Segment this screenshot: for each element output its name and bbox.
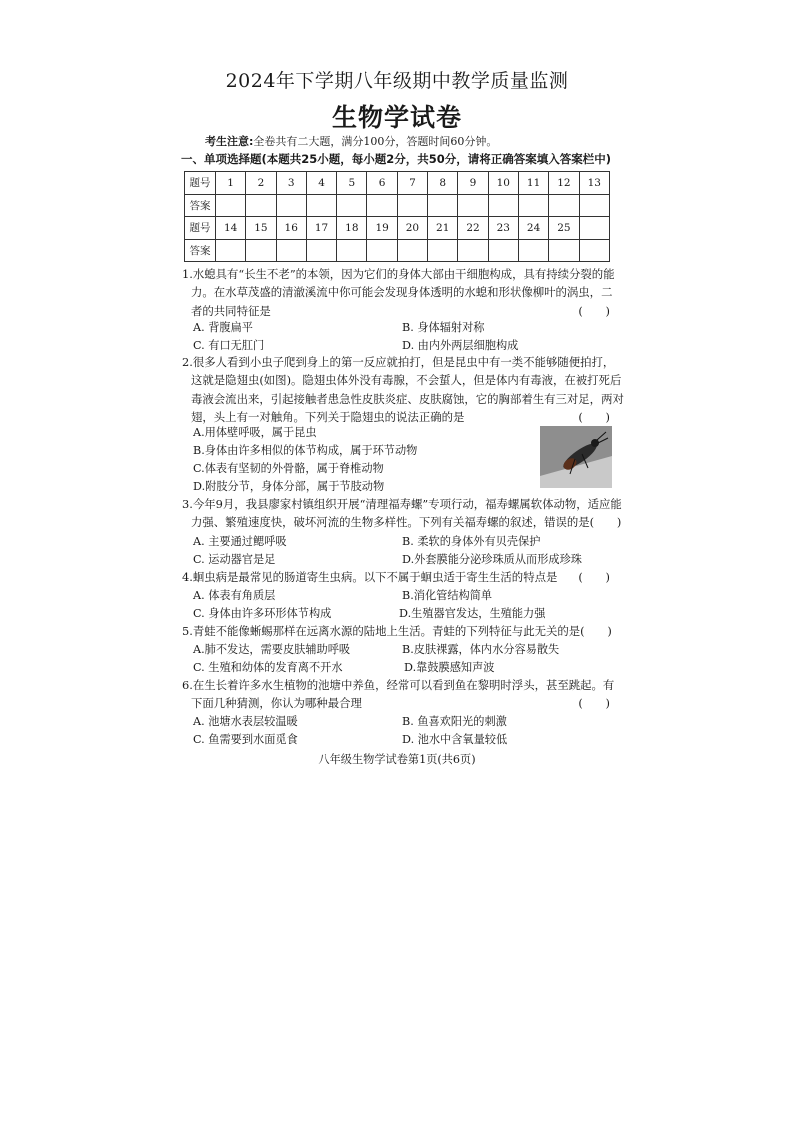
answer-cell[interactable]	[337, 239, 367, 262]
answer-cell[interactable]	[276, 194, 306, 217]
option-a: A.肺不发达，需要皮肤辅助呼吸	[193, 643, 351, 656]
question-stem: 者的共同特征是 ( )	[182, 302, 612, 320]
option-a: A. 体表有角质层	[193, 589, 276, 602]
question-stem: 力。在水草茂盛的清澈溪流中你可能会发现身体透明的水螅和形状像柳叶的涡虫，二	[191, 285, 613, 300]
header-cell: 题号	[185, 172, 216, 195]
page-footer: 八年级生物学试卷第1页(共6页)	[318, 753, 476, 766]
number-cell: 4	[306, 172, 336, 195]
number-cell: 25	[549, 217, 579, 240]
header-cell: 答案	[185, 194, 216, 217]
notice-label: 考生注意:	[205, 135, 254, 148]
answer-cell[interactable]	[306, 194, 336, 217]
answer-cell[interactable]	[518, 239, 548, 262]
header-cell: 题号	[185, 217, 216, 240]
question-stem: 下面几种猜测，你认为哪种最合理 ( )	[182, 694, 612, 712]
answer-bracket: ( )	[578, 570, 610, 584]
answer-table	[184, 171, 610, 262]
answer-cell[interactable]	[458, 194, 488, 217]
answer-cell[interactable]	[428, 239, 458, 262]
option-c: C. 生殖和幼体的发育离不开水	[193, 661, 343, 674]
option-d: D.附肢分节，身体分部，属于节肢动物	[193, 480, 385, 493]
answer-cell[interactable]	[579, 194, 609, 217]
number-cell: 6	[367, 172, 397, 195]
answer-bracket: ( )	[578, 696, 610, 711]
option-c: C. 鱼需要到水面觅食	[193, 733, 298, 746]
answer-cell[interactable]	[246, 239, 276, 262]
number-cell: 21	[428, 217, 458, 240]
number-cell: 20	[397, 217, 427, 240]
notice-text: 全卷共有二大题，满分100分，答题时间60分钟。	[253, 135, 498, 148]
option-b: B.消化管结构简单	[402, 589, 493, 602]
number-cell: 19	[367, 217, 397, 240]
option-c: C.体表有坚韧的外骨骼，属于脊椎动物	[193, 462, 384, 475]
question-stem: 这就是隐翅虫(如图)。隐翅虫体外没有毒腺，不会蜇人，但是体内有毒液，在被打死后	[191, 373, 622, 388]
answer-cell[interactable]	[458, 239, 488, 262]
answer-cell[interactable]	[397, 239, 427, 262]
option-c: C. 有口无肛门	[193, 339, 265, 352]
question-stem: 2.很多人看到小虫子爬到身上的第一反应就拍打，但是昆虫中有一类不能够随便拍打，	[182, 355, 615, 369]
option-a: A. 背腹扁平	[193, 321, 253, 334]
question-2	[182, 353, 624, 426]
number-cell: 5	[337, 172, 367, 195]
option-a: A.用体壁呼吸，属于昆虫	[193, 426, 317, 439]
answer-bracket: ( )	[578, 409, 610, 424]
number-cell: 13	[579, 172, 609, 195]
header-cell: 答案	[185, 239, 216, 262]
question-6	[182, 676, 615, 713]
question-stem: 4.蛔虫病是最常见的肠道寄生虫病。以下不属于蛔虫适于寄生生活的特点是 ( )	[182, 568, 612, 586]
table-row	[185, 194, 610, 217]
question-3	[182, 495, 622, 532]
number-cell: 15	[246, 217, 276, 240]
number-cell: 8	[428, 172, 458, 195]
paper-title: 生物学试卷	[331, 103, 462, 132]
question-stem: 5.青蛙不能像蜥蜴那样在远离水源的陆地上生活。青蛙的下列特征与此无关的是( )	[182, 624, 612, 638]
number-cell: 24	[518, 217, 548, 240]
option-b: B.身体由许多相似的体节构成，属于环节动物	[193, 444, 418, 457]
number-cell: 2	[246, 172, 276, 195]
section-title: 一、单项选择题(本题共25小题，每小题2分，共50分，请将正确答案填入答案栏中)	[181, 152, 612, 166]
number-cell: 22	[458, 217, 488, 240]
answer-cell[interactable]	[216, 239, 246, 262]
number-cell: 16	[276, 217, 306, 240]
option-b: B. 鱼喜欢阳光的刺激	[402, 715, 507, 728]
number-cell: 10	[488, 172, 518, 195]
option-b: B.皮肤裸露，体内水分容易散失	[402, 643, 560, 656]
option-a: A. 池塘水表层较温暖	[193, 715, 298, 728]
question-stem: 6.在生长着许多水生植物的池塘中养鱼，经常可以看到鱼在黎明时浮头，甚至跳起。有	[182, 678, 615, 692]
number-cell: 18	[337, 217, 367, 240]
answer-cell[interactable]	[488, 194, 518, 217]
number-cell: 14	[216, 217, 246, 240]
rove-beetle-photo	[540, 426, 612, 488]
question-1	[182, 265, 615, 320]
table-row	[185, 217, 610, 240]
answer-cell[interactable]	[306, 239, 336, 262]
answer-cell[interactable]	[428, 194, 458, 217]
answer-cell[interactable]	[549, 239, 579, 262]
option-d: D.靠鼓膜感知声波	[404, 661, 495, 674]
option-d: D.生殖器官发达，生殖能力强	[399, 607, 546, 620]
answer-cell[interactable]	[337, 194, 367, 217]
option-d: D.外套膜能分泌珍珠质从而形成珍珠	[402, 553, 582, 566]
option-d: D. 由内外两层细胞构成	[402, 339, 519, 352]
answer-cell[interactable]	[367, 239, 397, 262]
table-row	[185, 172, 610, 195]
answer-cell[interactable]	[518, 194, 548, 217]
option-a: A. 主要通过鳃呼吸	[193, 535, 287, 548]
answer-cell[interactable]	[246, 194, 276, 217]
number-cell: 12	[549, 172, 579, 195]
option-c: C. 身体由许多环形体节构成	[193, 607, 332, 620]
question-5	[182, 622, 612, 640]
answer-cell[interactable]	[397, 194, 427, 217]
question-stem: 翅，头上有一对触角。下列关于隐翅虫的说法正确的是 ( )	[182, 408, 612, 426]
option-d: D. 池水中含氧量较低	[402, 733, 508, 746]
question-stem: 1.水螅具有“长生不老”的本领，因为它们的身体大部由干细胞构成，具有持续分裂的能	[182, 267, 615, 281]
answer-cell[interactable]	[579, 239, 609, 262]
question-stem: 力强、繁殖速度快，破坏河流的生物多样性。下列有关福寿螺的叙述，错误的是( )	[191, 515, 622, 530]
question-stem: 3.今年9月，我县廖家村镇组织开展“清理福寿螺”专项行动，福寿螺属软体动物，适应能	[182, 497, 622, 511]
question-stem: 毒液会流出来，引起接触者患急性皮肤炎症、皮肤腐蚀，它的胸部着生有三对足，两对	[191, 391, 624, 406]
option-b: B. 身体辐射对称	[402, 321, 485, 334]
exam-notice	[205, 133, 497, 149]
answer-cell[interactable]	[549, 194, 579, 217]
number-cell: 9	[458, 172, 488, 195]
exam-heading: 2024年下学期八年级期中教学质量监测	[225, 70, 569, 92]
number-cell: 7	[397, 172, 427, 195]
number-cell: 11	[518, 172, 548, 195]
number-cell	[579, 217, 609, 240]
answer-cell[interactable]	[216, 194, 246, 217]
table-row	[185, 239, 610, 262]
number-cell: 1	[216, 172, 246, 195]
number-cell: 23	[488, 217, 518, 240]
answer-bracket: ( )	[578, 303, 610, 318]
beetle-icon	[540, 426, 612, 488]
answer-cell[interactable]	[367, 194, 397, 217]
number-cell: 3	[276, 172, 306, 195]
number-cell: 17	[306, 217, 336, 240]
option-c: C. 运动器官是足	[193, 553, 276, 566]
option-b: B. 柔软的身体外有贝壳保护	[402, 535, 541, 548]
answer-cell[interactable]	[276, 239, 306, 262]
question-4	[182, 568, 612, 586]
answer-cell[interactable]	[488, 239, 518, 262]
